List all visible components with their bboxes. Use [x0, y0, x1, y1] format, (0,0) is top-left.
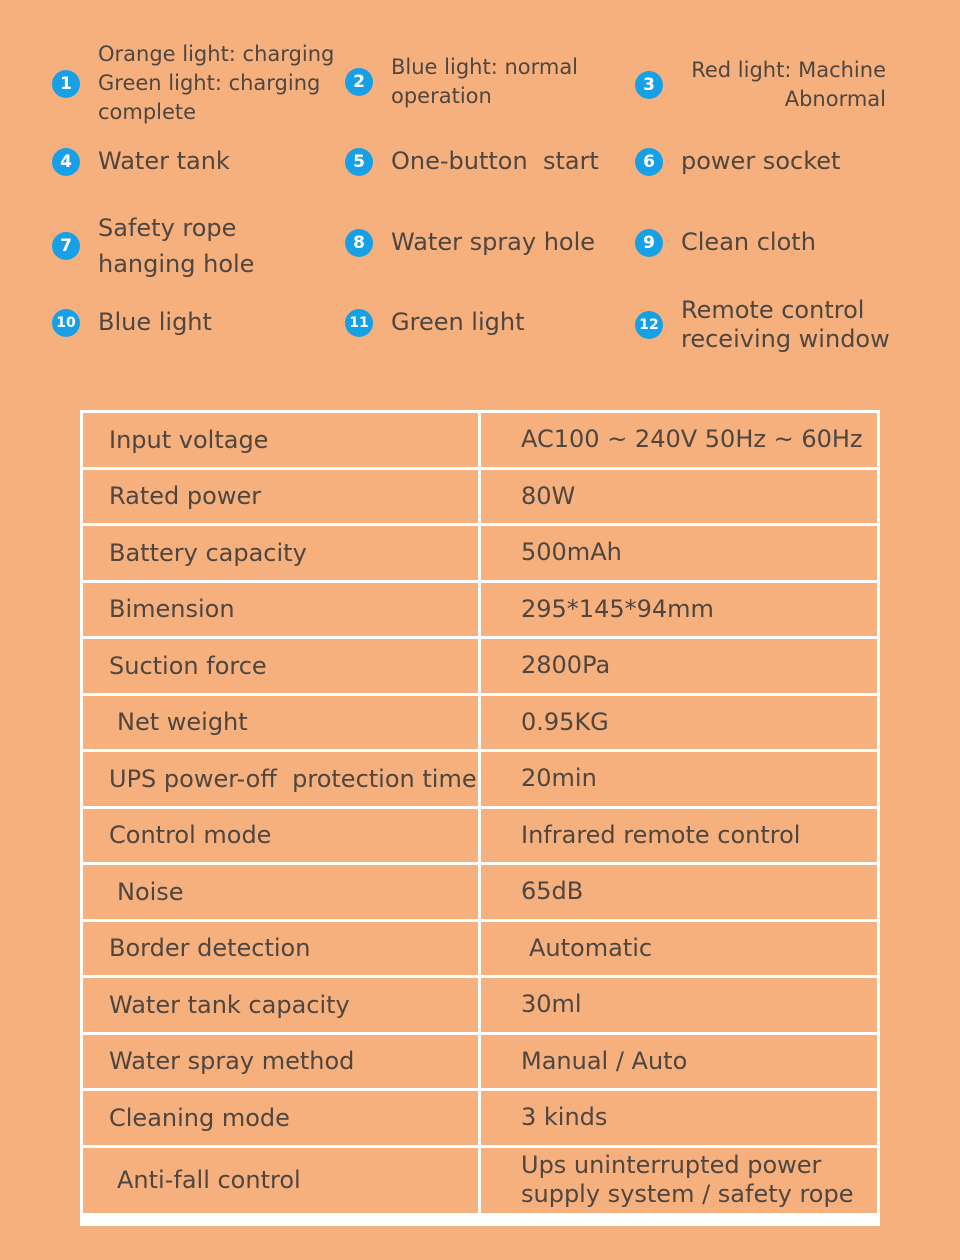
badge-10: 10: [52, 309, 80, 337]
legend-item-4: [52, 147, 230, 176]
spec-label: Water spray method: [83, 1035, 478, 1089]
spec-value: Manual / Auto: [481, 1035, 877, 1089]
spec-value: 295*145*94mm: [481, 583, 877, 637]
spec-table: [80, 410, 880, 1226]
legend-item-8: [345, 228, 595, 257]
spec-value: 500mAh: [481, 526, 877, 580]
badge-3: 3: [635, 71, 663, 99]
table-row: [83, 470, 877, 524]
spec-value: AC100 ~ 240V 50Hz ~ 60Hz: [481, 413, 877, 467]
legend-item-10: [52, 308, 212, 337]
spec-value: 65dB: [481, 865, 877, 919]
legend-item-2: [345, 53, 578, 111]
spec-value: 30ml: [481, 978, 877, 1032]
table-row: [83, 526, 877, 580]
legend-item-3: [635, 56, 886, 114]
spec-label: Noise: [83, 865, 478, 919]
spec-value: [481, 1148, 877, 1213]
legend-text-7: Safety rope hanging hole: [98, 214, 255, 278]
spec-label: Anti-fall control: [83, 1148, 478, 1213]
spec-value: 20min: [481, 752, 877, 806]
spec-value: Automatic: [481, 922, 877, 976]
badge-2: 2: [345, 68, 373, 96]
table-row: [83, 809, 877, 863]
table-row: [83, 922, 877, 976]
legend-item-11: [345, 308, 525, 337]
legend-text-5: One-button start: [391, 147, 599, 175]
legend-item-7: [52, 210, 254, 282]
legend-text-1: Orange light: charging Green light: charging complete: [98, 42, 335, 124]
table-row: [83, 752, 877, 806]
spec-value: Infrared remote control: [481, 809, 877, 863]
spec-label: Water tank capacity: [83, 978, 478, 1032]
badge-8: 8: [345, 229, 373, 257]
legend-item-6: [635, 147, 840, 176]
table-row: [83, 1035, 877, 1089]
spec-label: UPS power-off protection time: [83, 752, 478, 806]
legend-text-12: Remote control receiving window: [681, 296, 890, 353]
table-row: [83, 639, 877, 693]
table-row: [83, 1148, 877, 1213]
table-row: [83, 583, 877, 637]
spec-label: Suction force: [83, 639, 478, 693]
badge-9: 9: [635, 229, 663, 257]
spec-value: 0.95KG: [481, 696, 877, 750]
spec-value-text: Ups uninterrupted power supply system / safety rope: [521, 1151, 854, 1208]
spec-label: Control mode: [83, 809, 478, 863]
legend-text-2: Blue light: normal operation: [391, 55, 579, 108]
badge-6: 6: [635, 148, 663, 176]
badge-5: 5: [345, 148, 373, 176]
spec-label: Input voltage: [83, 413, 478, 467]
legend-text-4: Water tank: [98, 147, 230, 175]
parts-legend: [0, 0, 960, 380]
badge-11: 11: [345, 309, 373, 337]
table-row: [83, 413, 877, 467]
spec-value: 2800Pa: [481, 639, 877, 693]
badge-7: 7: [52, 232, 80, 260]
spec-value: 80W: [481, 470, 877, 524]
badge-12: 12: [635, 311, 663, 339]
badge-1: 1: [52, 70, 80, 98]
legend-text-9: Clean cloth: [681, 228, 816, 256]
legend-text-6: power socket: [681, 147, 841, 175]
legend-text-11: Green light: [391, 308, 525, 336]
table-row: [83, 696, 877, 750]
legend-item-9: [635, 228, 816, 257]
spec-label: Battery capacity: [83, 526, 478, 580]
spec-label: Cleaning mode: [83, 1091, 478, 1145]
spec-value: 3 kinds: [481, 1091, 877, 1145]
legend-text-3: Red light: Machine Abnormal: [691, 58, 886, 111]
table-row: [83, 978, 877, 1032]
spec-label: Bimension: [83, 583, 478, 637]
badge-4: 4: [52, 148, 80, 176]
table-row: [83, 865, 877, 919]
legend-item-1: [52, 40, 334, 127]
spec-label: Rated power: [83, 470, 478, 524]
spec-label: Border detection: [83, 922, 478, 976]
table-row: [83, 1091, 877, 1145]
legend-text-10: Blue light: [98, 308, 212, 336]
legend-item-5: [345, 147, 599, 176]
legend-item-12: [635, 296, 890, 354]
spec-label: Net weight: [83, 696, 478, 750]
legend-text-8: Water spray hole: [391, 228, 596, 256]
